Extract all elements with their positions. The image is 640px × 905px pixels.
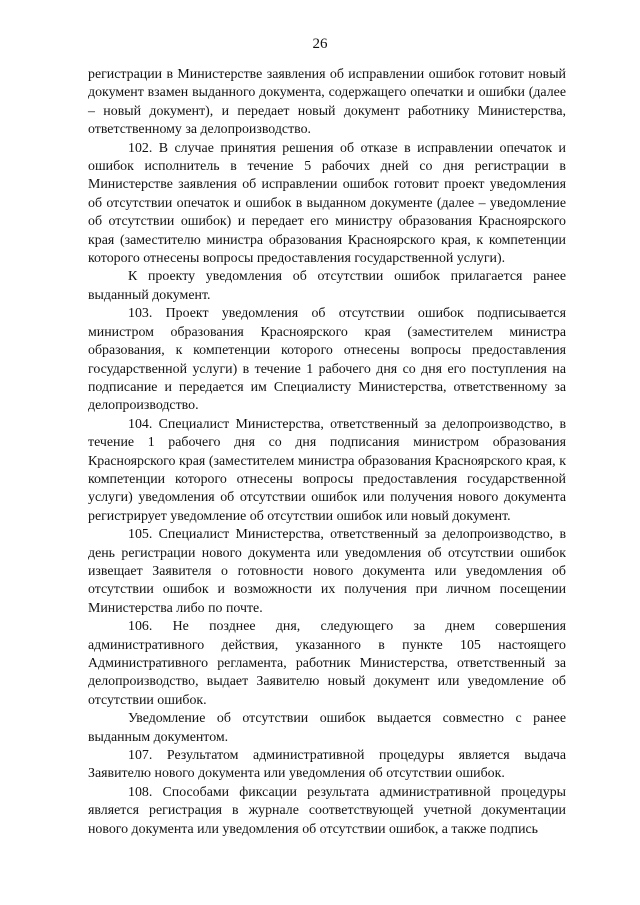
paragraph-103: 103. Проект уведомления об отсутствии ошибок подписывается министром образования Красноярского края (заместителем министра образования, к компетенции которого отнесены вопросы предоставления государственной услуги) в течение 1 рабочего дня со дня его поступления на подписание и передается им Специалисту Министерства, ответственному за делопроизводство. [88,306,566,414]
paragraph-102-attachment: К проекту уведомления об отсутствии ошибок прилагается ранее выданный документ. [88,269,566,303]
document-body [88,66,566,839]
paragraph-104: 104. Специалист Министерства, ответственный за делопроизводство, в течение 1 рабочего дня со дня подписания министром образования Красноярского края (заместителем министра образования Красноярского края, к компетенции которого отнесены вопросы предоставления государственной услуги) уведомления об отсутствии ошибок или получения нового документа регистрирует уведомление об отсутствии ошибок или новый документ. [88,416,566,524]
paragraph-102: 102. В случае принятия решения об отказе в исправлении опечаток и ошибок исполнитель в течение 5 рабочих дней со дня регистрации в Министерстве заявления об исправлении ошибок готовит проект уведомления об отсутствии опечаток и ошибок в выданном документе (далее – уведомление об отсутствии ошибок) и передает его министру образования Красноярского края (заместителю министра образования Красноярского края, к компетенции которого отнесены вопросы предоставления государственной услуги). [88,140,566,267]
paragraph-108: 108. Способами фиксации результата административной процедуры является регистрация в журнале соответствующей учетной документации нового документа или уведомления об отсутствии ошибок, а также подпись [88,784,566,837]
paragraph-106-note: Уведомление об отсутствии ошибок выдается совместно с ранее выданным документом. [88,711,566,745]
page-number: 26 [312,36,328,52]
paragraph-106: 106. Не позднее дня, следующего за днем совершения административного действия, указанного в пункте 105 настоящего Административного регламента, работник Министерства, ответственный за делопроизводство, выдает Заявителю новый документ или уведомление об отсутствии ошибок. [88,619,566,708]
paragraph-continuation: регистрации в Министерстве заявления об исправлении ошибок готовит новый документ взамен выданного документа, содержащего опечатки и ошибки (далее – новый документ), и передает новый документ работнику Министерства, ответственному за делопроизводство. [88,67,566,138]
paragraph-105: 105. Специалист Министерства, ответственный за делопроизводство, в день регистрации нового документа или уведомления об отсутствии ошибок извещает Заявителя о готовности нового документа или уведомления об отсутствии ошибок и возможности их получения при личном посещении Министерства либо по почте. [88,527,566,616]
paragraph-107: 107. Результатом административной процедуры является выдача Заявителю нового документа или уведомления об отсутствии ошибок. [88,748,566,782]
